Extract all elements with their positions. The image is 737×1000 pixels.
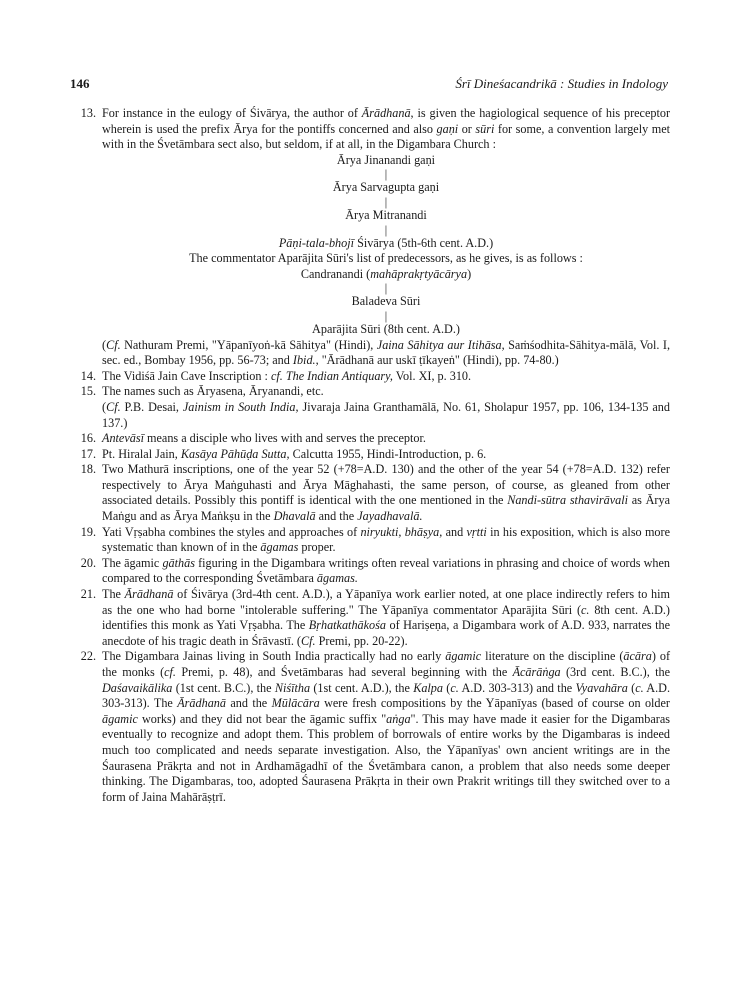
lineage-connector: | (384, 308, 388, 323)
note-20 (70, 556, 670, 587)
note-text: Premi, pp. 20-22). (315, 633, 408, 648)
note-term: āgamas (260, 540, 299, 555)
lineage-name: Śivārya (5th-6th cent. A.D.) (354, 235, 494, 250)
lineage-connector: | (384, 222, 388, 237)
note-text: The Digambara Jainas living in South India practically had no early (102, 649, 446, 664)
note-number: 16. (80, 431, 96, 446)
citation (102, 400, 670, 431)
page-header (70, 76, 670, 94)
note-term: Cf. (301, 633, 316, 648)
note-text: Two Mathurā inscriptions, one of the year 52 (+78=A.D. 130) and the other of the year 54 (+78=A.D. 132) refer respectively to Ārya Maṅguhasti and Ārya Māghahasti, the same person, of course, as gleaned from other associated details. Possibly this pontiff is identical with the one mentioned in the (102, 462, 670, 508)
note-title: Ārādhanā (177, 696, 226, 711)
note-text: Pt. Hiralal Jain, (102, 446, 181, 461)
note-title: Daśavaikālika (102, 680, 173, 695)
note-18 (70, 462, 670, 524)
note-text: A.D. 303-313). The (102, 680, 670, 711)
note-text: The āgamic (102, 555, 163, 570)
note-19 (70, 525, 670, 556)
note-title: Jaina Sāhitya aur Itihāsa, (376, 337, 505, 352)
note-term: vṛtti (466, 524, 487, 539)
note-term: aṅga (386, 711, 411, 726)
note-text: For instance in the eulogy of Śivārya, the author of (102, 106, 362, 120)
note-title: Ārādhanā (361, 106, 411, 120)
note-number: 18. (80, 462, 96, 477)
note-text: Nathuram Premi, "Yāpanīyoṅ-kā Sāhitya" (Hindi), (120, 337, 377, 352)
note-22 (70, 649, 670, 805)
note-text: Saṁśodhita-Sāhitya-mālā, Vol. I, sec. ed., Bombay 1956, pp. 56-73; and (102, 337, 670, 368)
note-text: or (458, 121, 476, 136)
note-number: 14. (80, 368, 96, 383)
note-term: ācāra (623, 649, 652, 664)
note-term: āgamic (102, 711, 138, 726)
note-number: 19. (80, 524, 96, 539)
note-15 (70, 384, 670, 431)
note-text: , is given the hagiological sequence of his preceptor wherein is used the prefix Ārya for the pontiffs concerned and also (102, 106, 671, 136)
note-text: literature on the discipline ( (481, 649, 624, 664)
note-text: of Hariṣeṇa, a Digambara work of A.D. 933, narrates the anecdote of his tragic death in Śrāvastī. ( (102, 618, 670, 648)
note-term: Cf. (106, 337, 121, 352)
lineage-epithet: mahāprakṛtyācārya (370, 266, 468, 281)
lineage-line-3: Ārya Mitranandi (345, 207, 427, 222)
lineage-connector: | (384, 194, 388, 209)
note-14 (70, 369, 670, 385)
note-title: Nandi-sūtra sthavirāvali (507, 493, 629, 508)
note-term: āgamas. (316, 571, 358, 586)
note-text: The Vidiśā Jain Cave Inscription : (102, 368, 271, 383)
note-text: were fresh compositions by the Yāpanīyas (based of course on older (319, 696, 670, 711)
note-term: niryukti, bhāṣya, (360, 524, 443, 539)
note-title: Vyavahāra (575, 680, 628, 695)
note-text: ) of the monks ( (102, 649, 671, 679)
note-title: Mūlācāra (271, 696, 320, 711)
note-text: of Śivārya (3rd-4th cent. A.D.), a Yāpanīya work earlier noted, at one place indirectly refers to him as the one who had borne "intolerable suffering." The Yāpanīya commentator Aparājita Sūri ( (102, 587, 670, 617)
note-text: ( (102, 337, 107, 352)
note-text: "Ārādhanā aur uskī ṭīkayeṅ" (Hindi), pp. 74-80.) (318, 353, 559, 368)
note-text: ( (102, 399, 107, 414)
note-text: (1st cent. A.D.), the (310, 680, 414, 695)
note-21 (70, 587, 670, 649)
note-text: Calcutta 1955, Hindi-Introduction, p. 6. (289, 446, 487, 461)
lineage-connector: | (384, 167, 388, 182)
note-text: for some, a convention largely met with in the Śvetāmbara sect also, but seldom, if at all, in the Digambara Church : (102, 121, 670, 152)
note-title: Ācārāṅga (512, 665, 561, 679)
lineage-line-7: Aparājita Sūri (8th cent. A.D.) (312, 321, 460, 336)
note-text: (1st cent. B.C.), the (172, 680, 275, 695)
note-term: c. (635, 680, 644, 695)
endnotes (70, 106, 670, 805)
note-title: Dhavalā (273, 509, 316, 524)
note-text: means a disciple who lives with and serves the preceptor. (143, 431, 426, 446)
lineage-line-5 (102, 267, 670, 283)
note-text: (3rd cent. B.C.), the (560, 665, 671, 679)
note-title: Kasāya Pāhūḍa Sutta, (180, 446, 290, 461)
citation (102, 338, 670, 369)
note-text: as Ārya Maṅgu and as Ārya Maṅkṣu in the (102, 493, 670, 524)
lineage-line-1: Ārya Jinanandi gaṇi (336, 152, 436, 167)
note-number: 17. (80, 446, 96, 461)
note-term: gaṇi (436, 121, 459, 136)
lineage-line-6: Baladeva Sūri (351, 294, 421, 309)
note-term: Antevāsī (102, 431, 144, 446)
note-text: The (102, 587, 125, 602)
note-title: Jainism in South India, (182, 399, 299, 414)
note-title: Jayadhavalā. (357, 509, 423, 524)
lineage-connector: | (384, 281, 388, 296)
note-text: The names such as Āryasena, Āryanandi, etc. (102, 384, 324, 399)
note-text: and the (315, 509, 358, 524)
note-text: and (442, 524, 467, 539)
note-number: 22. (80, 649, 96, 664)
note-text: ( (443, 680, 451, 695)
note-text: P.B. Desai, (120, 399, 183, 414)
note-number: 21. (80, 587, 96, 602)
note-text: Premi, p. 48), and Śvetāmbaras had several beginning with the (175, 665, 513, 679)
note-13 (70, 106, 670, 369)
note-number: 20. (80, 555, 96, 570)
note-text: figuring in the Digambara writings often reveal variations in phrasing and choice of words when compared to the corresponding Śvetāmbara (102, 555, 670, 586)
note-term: cf. (164, 665, 176, 679)
note-term: gāthās (162, 555, 195, 570)
note-text: 8th cent. A.D.) identifies this monk as Yati Vṛṣabha. The (102, 602, 670, 633)
note-number: 15. (80, 384, 96, 399)
note-text: Yati Vṛṣabha combines the styles and approaches of (102, 524, 361, 539)
note-term: c. (450, 680, 459, 695)
note-17 (70, 447, 670, 463)
note-title: Bṛhatkathākośa (308, 618, 386, 633)
note-term: Cf. (106, 399, 121, 414)
note-text: in his exposition, which is also more systematic than known of in the (102, 524, 670, 555)
note-title: Kalpa (413, 680, 443, 695)
note-title: cf. The Indian Antiquary, (270, 368, 393, 383)
note-text: A.D. 303-313) and the (458, 680, 576, 695)
note-16 (70, 431, 670, 447)
note-term: sūri (475, 121, 495, 136)
lineage-epithet: Pāṇi-tala-bhojī (278, 235, 355, 250)
note-text: ". This may have made it easier for the Digambaras eventually to recognize and adopt them. This problem of borrowals of entire works by the Digambaras is indeed much too complicated and needs separate investigation. Also, the Yāpanīyas' own ancient writings are in the Śaurasena Prākṛta and not in Ardhamāgadhī of the Śvetāmbara canon, a problem that also needs some deeper thinking. The Digambaras, too, adopted Śaurasena Prākṛta in their own Prakrit writings till they switched over to a form of Jaina Mahārāṣṭrī. (102, 711, 670, 804)
note-term: c. (581, 602, 590, 617)
note-text: works) and they did not bear the āgamic suffix " (137, 711, 387, 726)
note-term: āgamic (445, 649, 482, 664)
commentator-line: The commentator Aparājita Sūri's list of predecessors, as he gives, is as follows : (189, 251, 583, 266)
note-text: Jivaraja Jaina Granthamālā, No. 61, Sholapur 1957, pp. 106, 134-135 and 137.) (102, 399, 670, 430)
note-title: Niśītha (274, 680, 311, 695)
note-text: Vol. XI, p. 310. (392, 368, 472, 383)
lineage-name: Candranandi ( (300, 266, 371, 281)
lineage-name: ) (467, 266, 472, 281)
running-head: Śrī Dineśacandrikā : Studies in Indology (455, 76, 668, 91)
lineage-line-4 (102, 236, 670, 252)
note-text: ( (627, 680, 636, 695)
note-title: Ārādhanā (124, 587, 174, 602)
note-term: Ibid., (292, 353, 319, 368)
lineage-line-2: Ārya Sarvagupta gaṇi (332, 180, 440, 195)
note-text: proper. (298, 540, 336, 555)
note-text: and the (225, 696, 272, 711)
note-number: 13. (80, 106, 96, 120)
page-number: 146 (70, 76, 90, 91)
